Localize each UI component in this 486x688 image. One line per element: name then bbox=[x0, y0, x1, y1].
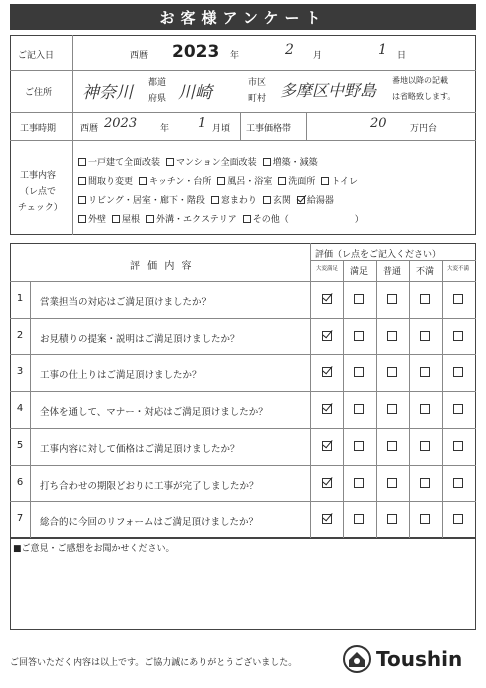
checkbox[interactable] bbox=[78, 158, 86, 166]
question-number: 3 bbox=[16, 366, 24, 378]
work-option-label: トイレ bbox=[331, 177, 358, 187]
rating-checkbox[interactable] bbox=[322, 441, 332, 451]
house-logo-icon bbox=[342, 644, 372, 674]
checkbox[interactable] bbox=[78, 196, 86, 204]
work-option-label: 風呂・浴室 bbox=[227, 177, 273, 187]
work-option-row bbox=[78, 152, 474, 171]
rating-checkbox[interactable] bbox=[387, 294, 397, 304]
work-option-label: リビング・居室・廊下・階段 bbox=[88, 196, 205, 206]
checkbox[interactable] bbox=[263, 196, 271, 204]
work-option[interactable] bbox=[146, 212, 237, 225]
pref-suffix-top: 都道 bbox=[148, 78, 167, 88]
work-option[interactable] bbox=[243, 212, 289, 225]
price-unit: 万円台 bbox=[410, 124, 438, 134]
work-option[interactable] bbox=[278, 174, 315, 187]
rating-checkbox[interactable] bbox=[354, 367, 364, 377]
rating-checkbox[interactable] bbox=[420, 331, 430, 341]
work-option[interactable] bbox=[139, 174, 211, 187]
rating-checkbox[interactable] bbox=[322, 478, 332, 488]
rating-checkbox[interactable] bbox=[354, 478, 364, 488]
checkbox[interactable] bbox=[217, 177, 225, 185]
work-option-row bbox=[78, 190, 474, 209]
rating-checkbox[interactable] bbox=[322, 331, 332, 341]
checkbox[interactable] bbox=[166, 158, 174, 166]
rating-checkbox[interactable] bbox=[322, 514, 332, 524]
rating-checkbox[interactable] bbox=[453, 478, 463, 488]
checkbox[interactable] bbox=[78, 177, 86, 185]
work-option-label: マンション全面改装 bbox=[176, 158, 257, 168]
work-option[interactable] bbox=[166, 155, 257, 168]
rating-checkbox[interactable] bbox=[387, 514, 397, 524]
work-option[interactable] bbox=[321, 174, 358, 187]
period-era: 西暦 bbox=[80, 124, 99, 134]
work-option[interactable] bbox=[263, 155, 318, 168]
question-number: 2 bbox=[16, 329, 24, 341]
rating-checkbox[interactable] bbox=[322, 367, 332, 377]
work-options bbox=[78, 152, 474, 228]
rating-checkbox[interactable] bbox=[453, 294, 463, 304]
work-label-1: 工事内容 bbox=[20, 171, 57, 181]
rating-checkbox[interactable] bbox=[453, 404, 463, 414]
survey-title: お客様アンケート bbox=[10, 4, 476, 30]
rating-checkbox[interactable] bbox=[420, 441, 430, 451]
rating-checkbox[interactable] bbox=[453, 331, 463, 341]
address-note-1: 番地以降の記載 bbox=[392, 76, 448, 85]
entry-month-unit: 月 bbox=[313, 51, 323, 61]
work-option-label: 洗面所 bbox=[288, 177, 316, 187]
work-option-label: 窓まわり bbox=[220, 196, 257, 206]
rating-level-label: 不満 bbox=[415, 267, 434, 277]
address-label: ご住所 bbox=[25, 88, 53, 98]
entry-date-era: 西暦 bbox=[130, 51, 149, 61]
work-option-row bbox=[78, 171, 474, 190]
rating-level-label: 普通 bbox=[382, 267, 401, 277]
work-option-row bbox=[78, 209, 474, 228]
entry-date-year: 2023 bbox=[172, 42, 220, 62]
rating-checkbox[interactable] bbox=[420, 514, 430, 524]
price-value: 20 bbox=[370, 116, 387, 131]
work-option[interactable] bbox=[112, 212, 140, 225]
period-month-unit: 月頃 bbox=[212, 124, 231, 134]
rating-checkbox[interactable] bbox=[420, 367, 430, 377]
question-text: 営業担当の対応はご満足頂けましたか？ bbox=[40, 297, 212, 308]
period-month: 1 bbox=[198, 116, 207, 131]
comments-label: ■ご意見・ご感想をお聞かせください。 bbox=[13, 544, 175, 554]
work-option[interactable] bbox=[211, 193, 257, 206]
question-text: 工事内容に対して価格はご満足頂けましたか？ bbox=[40, 443, 240, 455]
period-year: 2023 bbox=[104, 116, 138, 131]
work-option[interactable] bbox=[78, 174, 133, 187]
work-option-label: 一戸建て全面改装 bbox=[88, 158, 161, 168]
eval-header: 評 価 内 容 bbox=[130, 261, 194, 272]
work-option[interactable] bbox=[78, 193, 205, 206]
checkbox[interactable] bbox=[321, 177, 329, 185]
work-option-label: その他（ bbox=[252, 215, 289, 225]
rating-checkbox[interactable] bbox=[453, 367, 463, 377]
question-number: 5 bbox=[16, 439, 24, 451]
work-option-label: キッチン・台所 bbox=[149, 177, 212, 187]
rating-checkbox[interactable] bbox=[420, 478, 430, 488]
work-option-label: 屋根 bbox=[122, 215, 141, 225]
question-number: 1 bbox=[16, 293, 24, 304]
rating-checkbox[interactable] bbox=[387, 331, 397, 341]
checkbox[interactable] bbox=[297, 196, 305, 204]
checkbox[interactable] bbox=[112, 215, 120, 223]
rating-checkbox[interactable] bbox=[354, 514, 364, 524]
brand-name: Toushin bbox=[376, 647, 463, 671]
question-number: 7 bbox=[16, 513, 24, 525]
work-option-label: 外壁 bbox=[88, 215, 107, 225]
rating-level-label: 大変満足 bbox=[315, 266, 338, 272]
entry-day-unit: 日 bbox=[397, 51, 407, 61]
question-text: 打ち合わせの期限どおりに工事が完了しましたか？ bbox=[40, 480, 259, 492]
rating-checkbox[interactable] bbox=[322, 404, 332, 414]
rating-checkbox[interactable] bbox=[354, 294, 364, 304]
checkbox[interactable] bbox=[211, 196, 219, 204]
rating-level-label: 満足 bbox=[349, 267, 368, 277]
checkbox[interactable] bbox=[278, 177, 286, 185]
entry-year-unit: 年 bbox=[230, 51, 240, 61]
address-note-2: は省略致します。 bbox=[392, 92, 456, 101]
rating-checkbox[interactable] bbox=[354, 441, 364, 451]
city-suffix-bottom: 町村 bbox=[248, 94, 267, 104]
work-option[interactable] bbox=[217, 174, 272, 187]
work-option[interactable] bbox=[78, 212, 106, 225]
question-text: 総合的に今回のリフォームはご満足頂けましたか？ bbox=[40, 517, 259, 529]
brand-logo bbox=[342, 643, 478, 675]
period-year-unit: 年 bbox=[160, 124, 170, 134]
work-option-label: 増築・減築 bbox=[272, 158, 318, 168]
rating-checkbox[interactable] bbox=[387, 478, 397, 488]
work-option-label: 玄関 bbox=[272, 196, 291, 206]
period-label: 工事時期 bbox=[20, 124, 57, 134]
question-number: 4 bbox=[16, 403, 24, 415]
question-text: 工事の仕上りはご満足頂けましたか？ bbox=[40, 370, 202, 382]
entry-date-label: ご記入日 bbox=[18, 51, 55, 61]
rating-checkbox[interactable] bbox=[354, 404, 364, 414]
rating-checkbox[interactable] bbox=[387, 404, 397, 414]
work-option-label: ） bbox=[354, 215, 364, 225]
work-label-2: （レ点で bbox=[20, 187, 57, 197]
address-prefecture: 神奈川 bbox=[82, 83, 133, 103]
work-option-label: 外溝・エクステリア bbox=[156, 215, 237, 225]
work-option[interactable] bbox=[263, 193, 291, 206]
footer-thanks: ご回答いただく内容は以上です。ご協力誠にありがとうございました。 bbox=[10, 658, 298, 668]
pref-suffix-bottom: 府県 bbox=[148, 94, 167, 104]
checkbox[interactable] bbox=[78, 215, 86, 223]
rating-checkbox[interactable] bbox=[387, 367, 397, 377]
question-text: 全体を通して、マナー・対応はご満足頂けましたか？ bbox=[40, 407, 268, 419]
rating-header: 評価（レ点をご記入ください） bbox=[315, 250, 442, 260]
city-suffix-top: 市区 bbox=[248, 78, 267, 88]
rating-level-label: 大変不満 bbox=[446, 266, 469, 272]
work-option-label: 給湯器 bbox=[306, 196, 334, 206]
work-option[interactable] bbox=[297, 193, 334, 206]
work-option[interactable] bbox=[78, 155, 160, 168]
checkbox[interactable] bbox=[243, 215, 251, 223]
rating-checkbox[interactable] bbox=[453, 514, 463, 524]
checkbox[interactable] bbox=[263, 158, 271, 166]
rating-checkbox[interactable] bbox=[387, 441, 397, 451]
work-option[interactable] bbox=[355, 212, 364, 225]
address-city: 川崎 bbox=[178, 83, 212, 103]
work-option-label: 間取り変更 bbox=[88, 177, 134, 187]
entry-day: 1 bbox=[378, 42, 387, 58]
rating-checkbox[interactable] bbox=[354, 331, 364, 341]
rating-checkbox[interactable] bbox=[420, 294, 430, 304]
checkbox[interactable] bbox=[139, 177, 147, 185]
entry-month: 2 bbox=[285, 42, 294, 58]
question-text: お見積りの提案・説明はご満足頂けましたか？ bbox=[40, 333, 240, 345]
work-label-3: チェック） bbox=[18, 203, 63, 213]
checkbox[interactable] bbox=[146, 215, 154, 223]
address-rest: 多摩区中野島 bbox=[280, 81, 377, 100]
rating-checkbox[interactable] bbox=[322, 294, 332, 304]
rating-checkbox[interactable] bbox=[420, 404, 430, 414]
rating-checkbox[interactable] bbox=[453, 441, 463, 451]
question-number: 6 bbox=[16, 476, 24, 488]
price-label: 工事価格帯 bbox=[246, 124, 292, 134]
